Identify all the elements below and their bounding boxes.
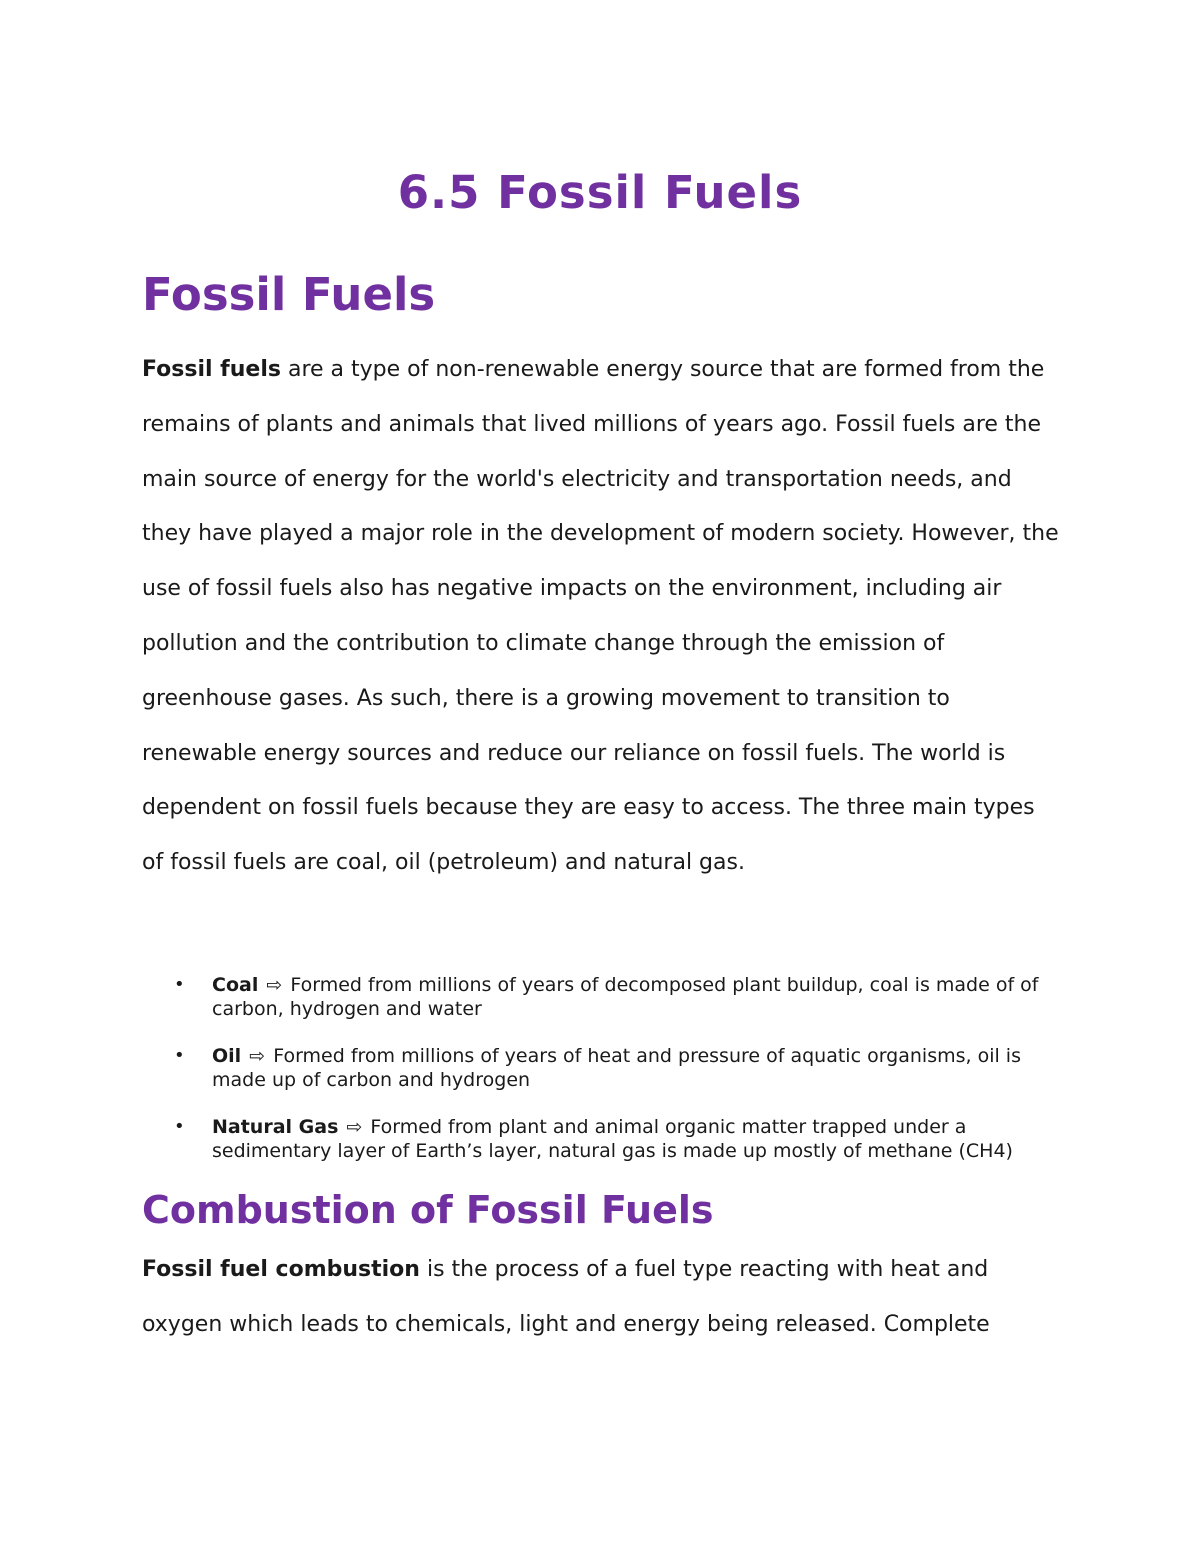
list-item-term: Oil [212, 1045, 242, 1067]
arrow-icon: ⇨ [266, 974, 283, 996]
list-item [142, 973, 1062, 1021]
list-item-term: Coal [212, 974, 259, 996]
bullet-icon: • [174, 974, 185, 995]
section-paragraph [142, 1243, 1062, 1353]
section-heading: Fossil Fuels [142, 268, 436, 321]
key-term: Fossil fuel combustion [142, 1257, 420, 1282]
key-term: Fossil fuels [142, 357, 281, 382]
paragraph-text: is the process of a fuel type reacting with heat and oxygen which leads to chemicals, light and energy being released. Complete [142, 1257, 990, 1337]
arrow-icon: ⇨ [346, 1116, 363, 1138]
list-item-text: Formed from millions of years of decomposed plant buildup, coal is made of of carbon, hydrogen and water [212, 974, 1039, 1020]
section-fossil-fuels [142, 268, 1062, 891]
arrow-icon: ⇨ [249, 1045, 266, 1067]
bullet-icon: • [174, 1045, 185, 1066]
section-combustion [142, 1187, 1062, 1353]
list-item [142, 1044, 1062, 1092]
list-item-text: Formed from plant and animal organic matter trapped under a sedimentary layer of Earth’s layer, natural gas is made up mostly of methane (CH4) [212, 1116, 1013, 1162]
list-item-term: Natural Gas [212, 1116, 339, 1138]
list-item [142, 1115, 1062, 1163]
paragraph-text: are a type of non-renewable energy source that are formed from the remains of plants and animals that lived millions of years ago. Fossil fuels are the main source of energy for the world's electricity and transportation needs, and they have played a major role in the development of modern society. However, the use of fossil fuels also has negative impacts on the environment, including air pollution and the contribution to climate change through the emission of greenhouse gases. As such, there is a growing movement to transition to renewable energy sources and reduce our reliance on fossil fuels. The world is dependent on fossil fuels because they are easy to access. The three main types of fossil fuels are coal, oil (petroleum) and natural gas. [142, 357, 1059, 876]
section-heading: Combustion of Fossil Fuels [142, 1188, 714, 1232]
fuel-types-list [142, 973, 1062, 1186]
document-title: 6.5 Fossil Fuels [397, 166, 803, 219]
section-paragraph [142, 343, 1062, 891]
bullet-icon: • [174, 1116, 185, 1137]
list-item-text: Formed from millions of years of heat and pressure of aquatic organisms, oil is made up of carbon and hydrogen [212, 1045, 1021, 1091]
